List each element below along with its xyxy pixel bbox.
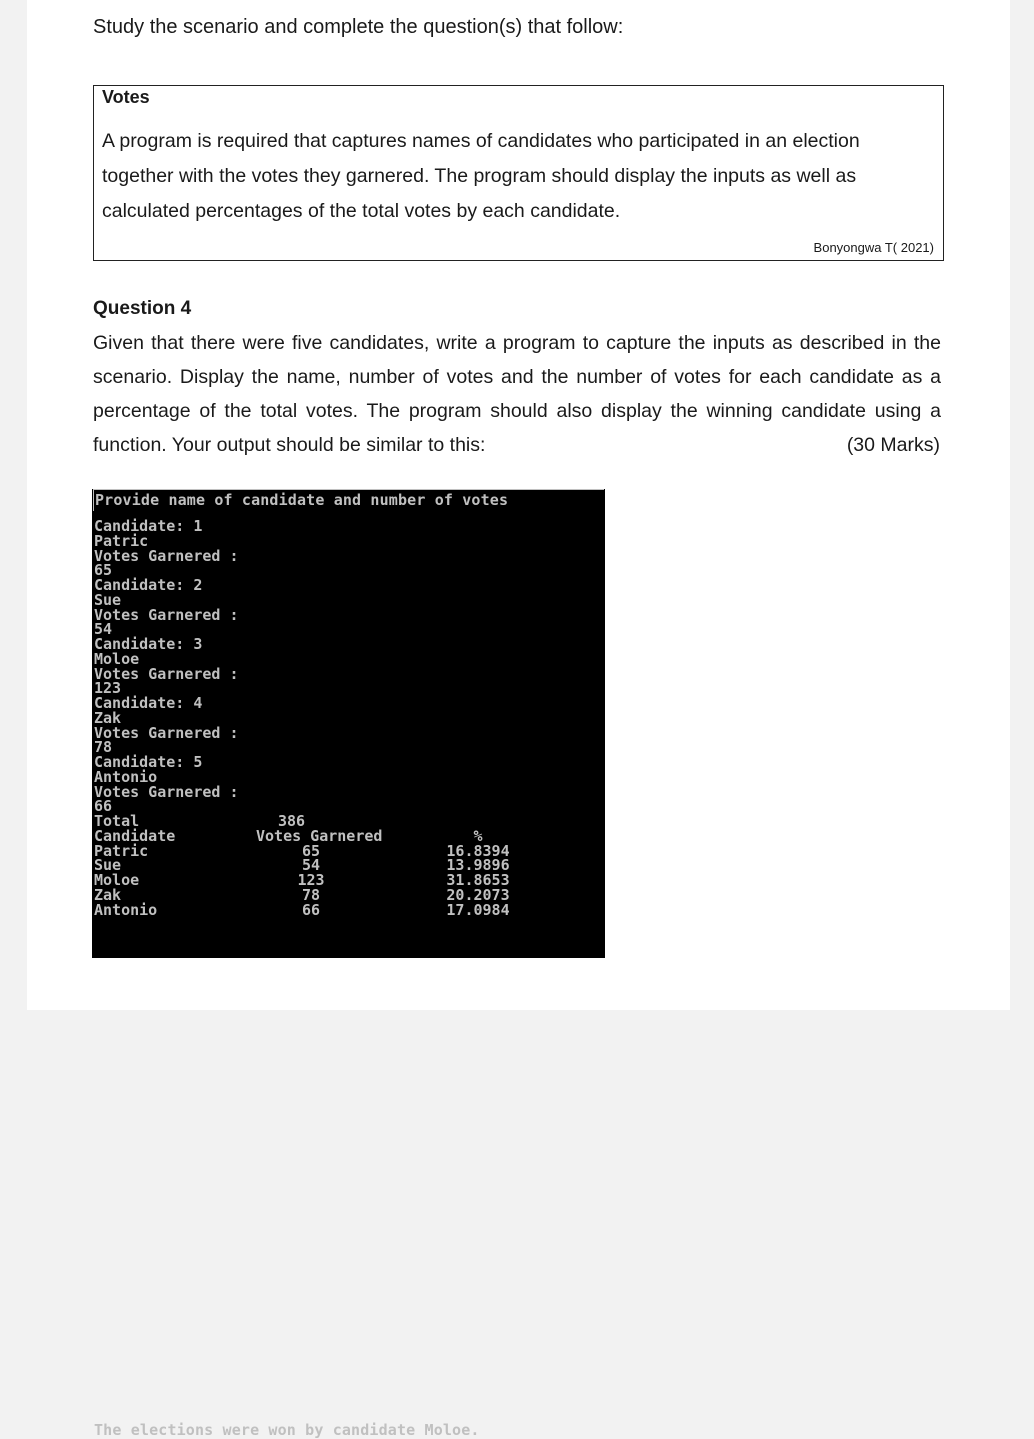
console-line: Candidate: 2 bbox=[94, 576, 203, 594]
console-data-row bbox=[94, 873, 604, 888]
candidate-percent: 17.0984 bbox=[446, 900, 510, 919]
candidate-percent: 20.2073 bbox=[446, 885, 510, 904]
scenario-line: together with the votes they garnered. The program should display the inputs as well as bbox=[102, 165, 857, 187]
console-line: 66 bbox=[94, 797, 113, 816]
console-line: Candidate: 4 bbox=[94, 694, 203, 712]
console-line: Candidate: 1 bbox=[94, 517, 203, 535]
console-data-row bbox=[94, 900, 604, 919]
console-line: Candidate: 3 bbox=[94, 635, 203, 653]
console-data-row bbox=[94, 858, 604, 873]
console-line: Candidate: 5 bbox=[94, 753, 203, 771]
question-marks: (30 Marks) bbox=[846, 434, 940, 456]
question-text: Given that there were five candidates, write a program to capture the inputs as described in the scenario. Display the name, number of votes and the number of votes for each candidate as a percentage of the total votes. The program should also display the winning candidate using a function. Your output should be similar to this: bbox=[93, 332, 941, 456]
scenario-title: Votes bbox=[102, 87, 150, 107]
console-line: 54 bbox=[94, 620, 113, 639]
console-result: The elections were won by candidate Moloe. bbox=[94, 1421, 480, 1439]
console-line: Patric bbox=[94, 531, 149, 550]
console-line: Moloe bbox=[94, 649, 140, 668]
document-page bbox=[27, 0, 1010, 1439]
console-line: Votes Garnered : bbox=[94, 664, 239, 683]
scenario-text bbox=[102, 124, 902, 229]
console-header-row bbox=[94, 826, 604, 845]
candidate-votes: 65 bbox=[301, 841, 321, 860]
console-line: 65 bbox=[94, 561, 113, 580]
column-percent: % bbox=[473, 826, 483, 845]
scenario-line: calculated percentages of the total votes by each candidate. bbox=[102, 200, 621, 222]
scenario-line: A program is required that captures names of candidates who participated in an election bbox=[102, 130, 860, 152]
console-header: Provide name of candidate and number of votes bbox=[93, 489, 604, 511]
candidate-percent: 13.9896 bbox=[446, 856, 510, 875]
candidate-name: Moloe bbox=[94, 871, 140, 889]
question-heading: Question 4 bbox=[93, 298, 192, 319]
candidate-name: Zak bbox=[94, 885, 122, 904]
total-label: Total bbox=[94, 812, 140, 830]
console-line: Sue bbox=[94, 590, 122, 609]
candidate-votes: 123 bbox=[297, 871, 325, 889]
console-line: Votes Garnered : bbox=[94, 546, 239, 565]
console-line: Votes Garnered : bbox=[94, 782, 239, 801]
console-data-row bbox=[94, 885, 604, 904]
candidate-votes: 78 bbox=[301, 885, 321, 904]
candidate-name: Antonio bbox=[94, 900, 158, 919]
console-line: 78 bbox=[94, 738, 113, 757]
candidate-votes: 66 bbox=[301, 900, 321, 919]
candidate-percent: 16.8394 bbox=[446, 841, 510, 860]
scenario-box bbox=[93, 85, 944, 261]
console-line: Zak bbox=[94, 708, 122, 727]
column-candidate: Candidate bbox=[94, 826, 176, 845]
candidate-percent: 31.8653 bbox=[446, 871, 510, 889]
console-output bbox=[92, 489, 605, 1439]
console-line: Votes Garnered : bbox=[94, 605, 239, 624]
console-line: 123 bbox=[94, 679, 122, 698]
console-input-lines bbox=[94, 519, 394, 814]
candidate-name: Sue bbox=[94, 856, 122, 875]
console-line: Antonio bbox=[94, 767, 158, 786]
intro-text: Study the scenario and complete the question(s) that follow: bbox=[93, 16, 624, 38]
column-votes: Votes Garnered bbox=[256, 826, 383, 845]
console-data-row bbox=[94, 841, 604, 860]
console-line: Votes Garnered : bbox=[94, 723, 239, 742]
total-value: 386 bbox=[278, 812, 306, 830]
candidate-votes: 54 bbox=[301, 856, 321, 875]
citation: Bonyongwa T( 2021) bbox=[813, 240, 934, 255]
candidate-name: Patric bbox=[94, 841, 149, 860]
